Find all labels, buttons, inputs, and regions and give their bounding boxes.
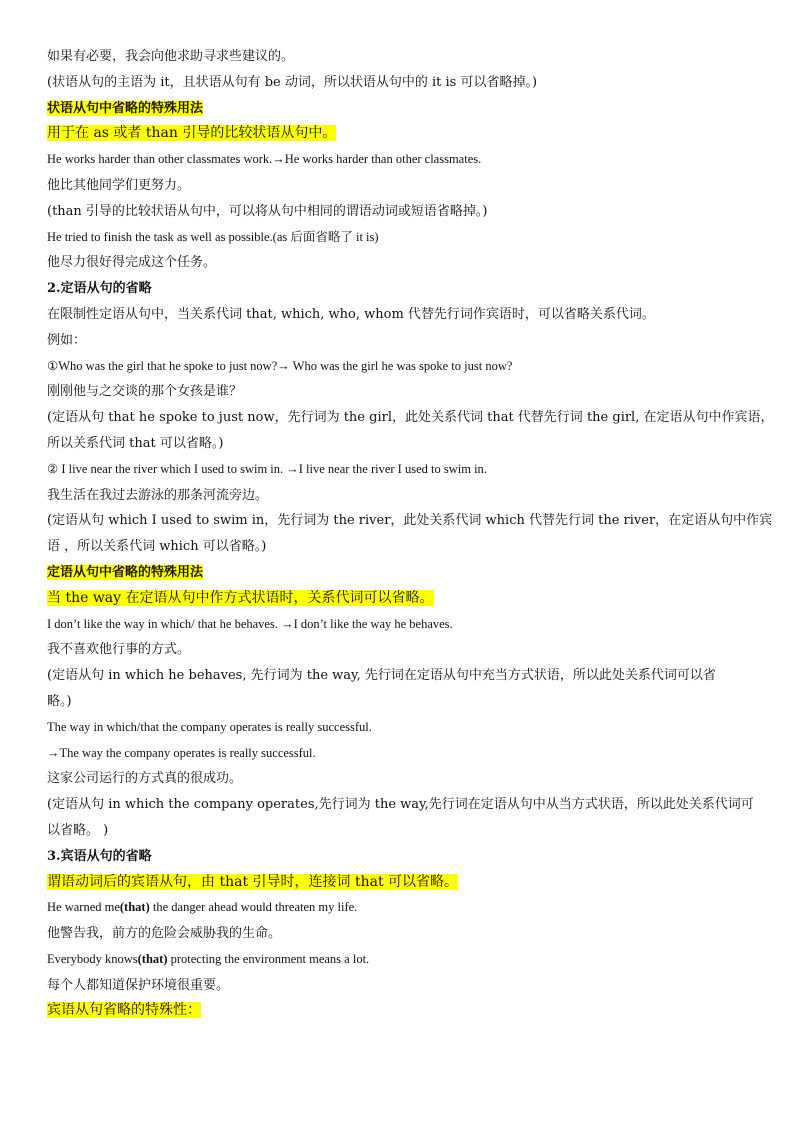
text-line-zh: 他尽力很好得完成这个任务。 xyxy=(47,255,217,271)
example-sentence: He warned me(that) the danger ahead would threaten my life. xyxy=(47,900,358,915)
text-line-zh: (than 引导的比较状语从句中，可以将从句中相同的谓语动词或短语省略掉。) xyxy=(47,203,488,219)
section-subheading: 状语从句中省略的特殊用法 xyxy=(47,100,204,116)
highlighted-rule: 用于在 as 或者 than 引导的比较状语从句中。 xyxy=(47,125,337,142)
document-page xyxy=(47,44,774,1024)
highlighted-rule: 宾语从句省略的特殊性： xyxy=(47,1002,201,1019)
section-heading: 3.宾语从句的省略 xyxy=(47,848,152,864)
text-line-en: I don’t like the way in which/ that he behaves. →I don’t like the way he behaves. xyxy=(47,616,453,631)
section-subheading: 定语从句中省略的特殊用法 xyxy=(47,564,204,580)
text-line-en: The way in which/that the company operates is really successful. xyxy=(47,719,372,734)
text-line-zh: 例如： xyxy=(47,332,87,348)
text-line-zh: (定语从句 which I used to swim in，先行词为 the river，此处关系代词 which 代替先行词 the river，在定语从句中作宾 xyxy=(47,513,773,529)
text-line-en: He tried to finish the task as well as possible.(as 后面省略了 it is) xyxy=(47,229,379,244)
text-line-zh: (定语从句 in which the company operates,先行词为 the way,先行词在定语从句中从当方式状语，所以此处关系代词可 xyxy=(47,797,754,813)
example-sentence: Everybody knows(that) protecting the environment means a lot. xyxy=(47,951,370,966)
text-line-zh: 如果有必要，我会向他求助寻求些建议的。 xyxy=(47,49,295,64)
text-line-en: ② I live near the river which I used to swim in. →I live near the river I used to swim in. xyxy=(47,461,487,476)
text-line-zh: 他警告我，前方的危险会威胁我的生命。 xyxy=(47,926,282,942)
text-line-zh: 在限制性定语从句中，当关系代词 that, which, who, whom 代替先行词作宾语时，可以省略关系代词。 xyxy=(47,306,655,322)
section-heading: 2.定语从句的省略 xyxy=(47,281,152,297)
highlighted-rule: 当 the way 在定语从句中作方式状语时，关系代词可以省略。 xyxy=(47,589,434,606)
text-line-zh: (状语从句的主语为 it，且状语从句有 be 动词，所以状语从句中的 it is 可以省略掉。) xyxy=(47,74,538,90)
text-line-zh: 每个人都知道保护环境很重要。 xyxy=(47,977,230,993)
text-line-en: →The way the company operates is really successful. xyxy=(47,745,316,760)
text-line-en: ①Who was the girl that he spoke to just now?→ Who was the girl he was spoke to just now? xyxy=(47,358,513,373)
highlighted-rule: 谓语动词后的宾语从句，由 that 引导时，连接词 that 可以省略。 xyxy=(47,873,459,890)
text-line-zh: (定语从句 that he spoke to just now，先行词为 the girl，此处关系代词 that 代替先行词 the girl, 在定语从句中作宾语， xyxy=(47,410,774,426)
text-line-zh: 这家公司运行的方式真的很成功。 xyxy=(47,771,243,787)
text-line-zh: 我不喜欢他行事的方式。 xyxy=(47,642,191,658)
text-line-zh: 以省略。 ) xyxy=(47,822,109,838)
text-line-zh: 语 ，所以关系代词 which 可以省略。) xyxy=(47,539,267,555)
text-line-zh: 他比其他同学们更努力。 xyxy=(47,177,191,193)
text-line-zh: 刚刚他与之交谈的那个女孩是谁？ xyxy=(47,384,243,400)
text-line-zh: 所以关系代词 that 可以省略。) xyxy=(47,435,224,451)
text-line-zh: 略。) xyxy=(47,693,72,709)
text-line-en: He works harder than other classmates work.→He works harder than other classmates. xyxy=(47,152,482,167)
text-line-zh: (定语从句 in which he behaves, 先行词为 the way, 先行词在定语从句中充当方式状语，所以此处关系代词可以省 xyxy=(47,668,716,684)
text-line-zh: 我生活在我过去游泳的那条河流旁边。 xyxy=(47,487,269,503)
